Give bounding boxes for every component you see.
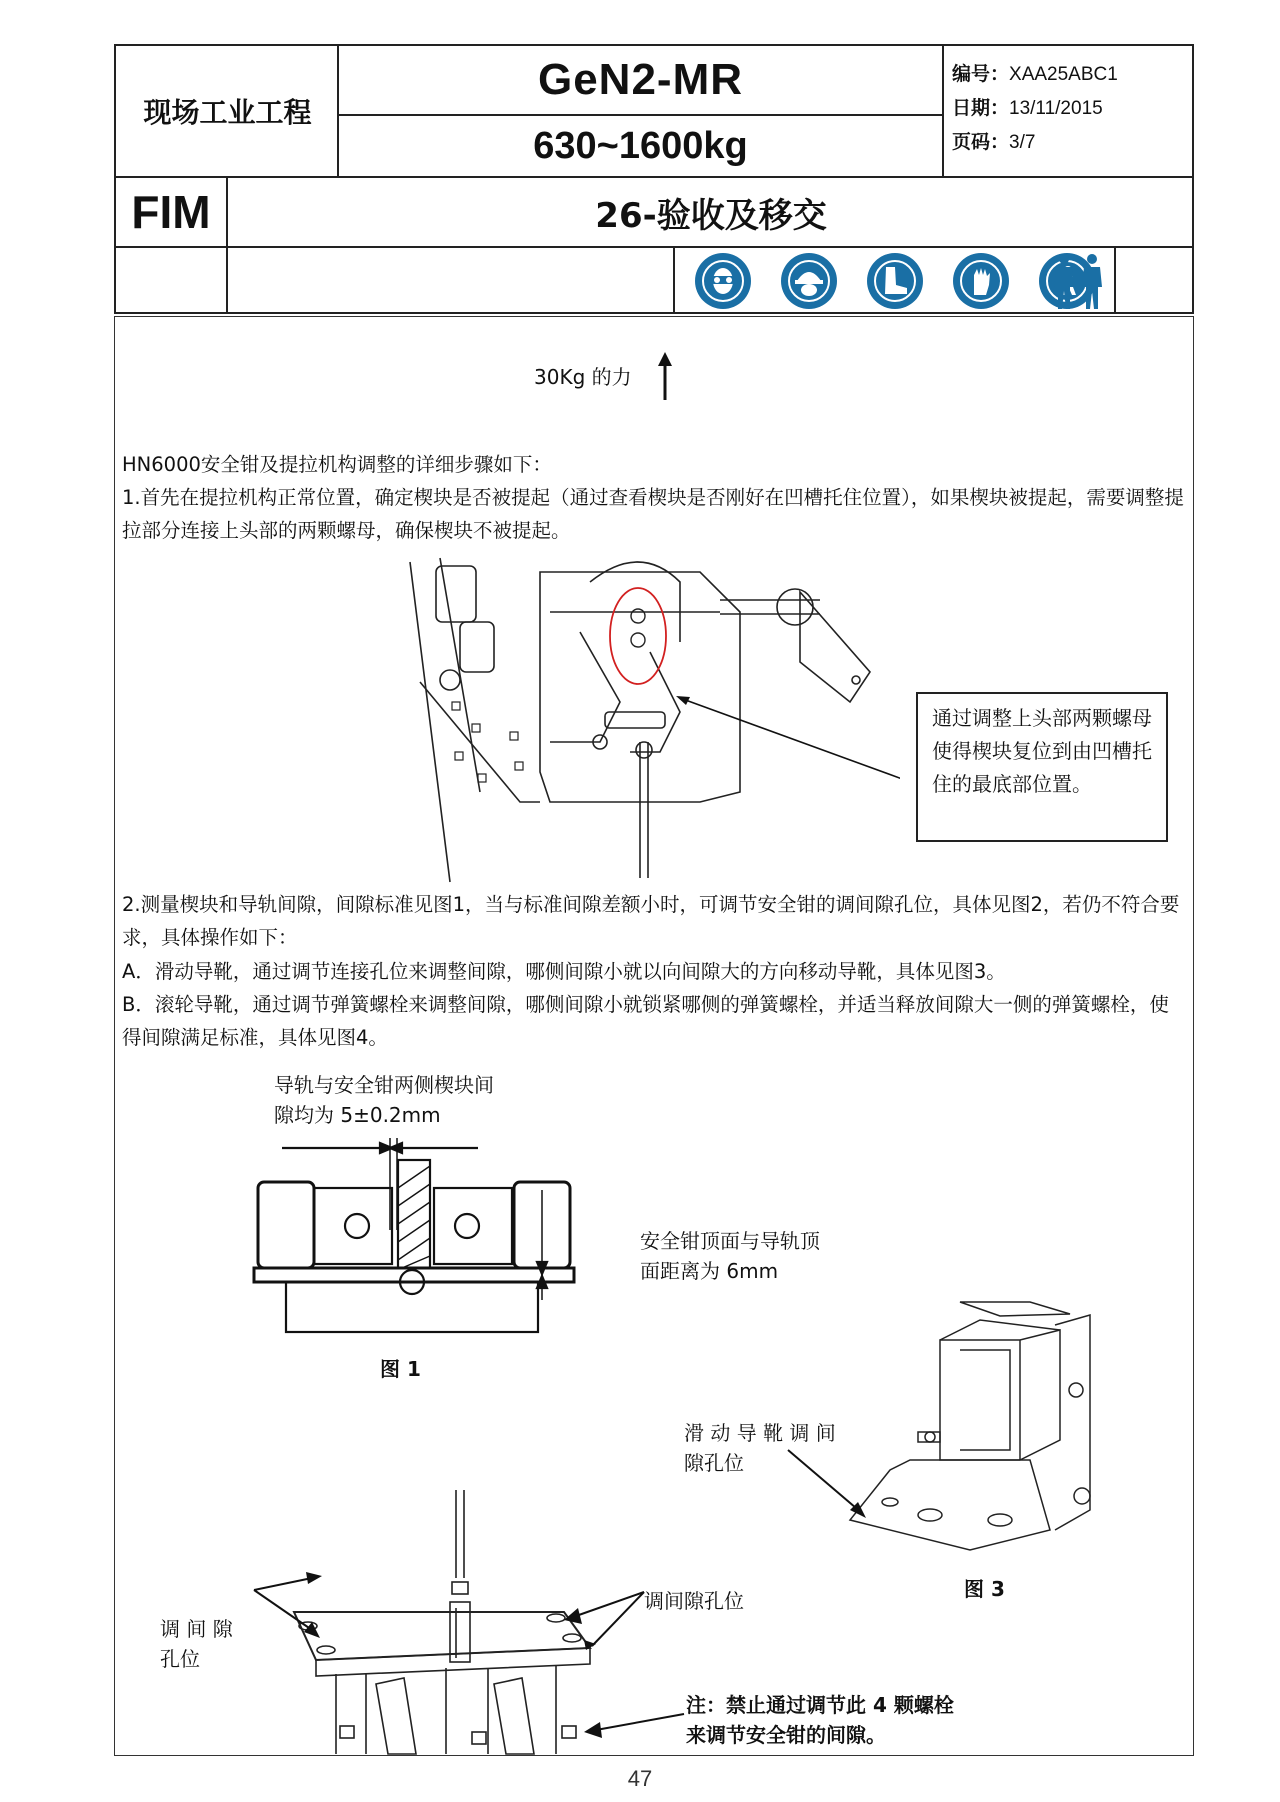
hard-hat-icon xyxy=(781,253,837,309)
fig3-label-line2: 隙孔位 xyxy=(684,1451,744,1475)
stepA-text: A．滑动导靴，通过调节连接孔位来调整间隙，哪侧间隙小就以向间隙大的方向移动导靴，具体见图3。 xyxy=(122,960,1006,983)
fig1-gap-label-line1: 导轨与安全钳两侧楔块间 xyxy=(274,1073,494,1097)
page-value: 3/7 xyxy=(1009,132,1036,153)
doc-number-label: 编号： xyxy=(952,64,1010,85)
fig1-gap-label-line2: 隙均为 5±0.2mm xyxy=(274,1103,441,1127)
page-row xyxy=(952,126,1192,160)
doc-number-row xyxy=(952,58,1192,92)
lifting-mechanism-illustration xyxy=(400,552,900,888)
fim-label: FIM xyxy=(131,186,211,238)
gloves-icon xyxy=(953,253,1009,309)
divider xyxy=(673,248,675,314)
section-title: 26-验收及移交 xyxy=(595,195,827,236)
stepB-text: B．滚轮导靴，通过调节弹簧螺栓来调整间隙，哪侧间隙小就锁紧哪侧的弹簧螺栓，并适当释放间隙大一侧的弹簧螺栓，使得间隙满足标准，具体见图4。 xyxy=(122,993,1169,1049)
fig2-left-label-line1: 调 间 隙 xyxy=(160,1617,233,1641)
fig2-right-arrows xyxy=(556,1588,646,1650)
page-label: 页码： xyxy=(952,132,1010,153)
fig1-top-label-line2: 面距离为 6mm xyxy=(640,1259,779,1283)
divider xyxy=(942,46,944,176)
fig2-left-label-line2: 孔位 xyxy=(160,1647,200,1671)
date-row xyxy=(952,92,1192,126)
safety-boots-icon xyxy=(867,253,923,309)
figure3-drawing xyxy=(820,1300,1120,1560)
safety-goggles-icon xyxy=(695,253,751,309)
document-meta xyxy=(952,58,1192,160)
up-arrow-icon xyxy=(650,352,680,402)
date-label: 日期： xyxy=(952,98,1010,119)
step1-text: 1.首先在提拉机构正常位置，确定楔块是否被提起（通过查看楔块是否刚好在凹槽托住位置），如果楔块被提起，需要调整提拉部分连接上头部的两颗螺母，确保楔块不被提起。 xyxy=(122,486,1184,542)
fig2-left-arrows xyxy=(250,1570,332,1642)
step2-text: 2.测量楔块和导轨间隙，间隙标准见图1，当与标准间隙差额小时，可调节安全钳的调间隙孔位，具体见图2，若仍不符合要求，具体操作如下： xyxy=(122,893,1180,949)
fig1-top-label-line1: 安全钳顶面与导轨顶 xyxy=(640,1229,820,1253)
fig3-label-line1: 滑 动 导 靴 调 间 xyxy=(684,1421,836,1445)
fig2-right-label: 调间隙孔位 xyxy=(644,1589,744,1613)
figure1-drawing xyxy=(252,1130,602,1340)
page-number: 47 xyxy=(627,1766,653,1791)
note-line2: 来调节安全钳的间隙。 xyxy=(686,1723,886,1747)
figure1-caption: 图 1 xyxy=(380,1357,421,1381)
two-workers-icon xyxy=(1042,251,1114,311)
capacity-range: 630~1600kg xyxy=(533,124,748,167)
doc-number: XAA25ABC1 xyxy=(1009,64,1118,85)
intro-text: HN6000安全钳及提拉机构调整的详细步骤如下： xyxy=(122,453,552,476)
document-header xyxy=(114,44,1194,314)
model-name: GeN2-MR xyxy=(537,55,744,104)
date-value: 13/11/2015 xyxy=(1009,98,1103,119)
note-line1: 注：禁止通过调节此 4 颗螺栓 xyxy=(686,1693,954,1717)
company-name: 现场工业工程 xyxy=(143,96,312,129)
figure3-caption: 图 3 xyxy=(964,1577,1005,1601)
highlight-circle xyxy=(610,588,666,684)
note-arrow xyxy=(582,1708,686,1738)
force-label: 30Kg 的力 xyxy=(534,365,632,389)
divider xyxy=(1114,248,1116,314)
fig3-pointer-arrow xyxy=(786,1448,868,1520)
adjustment-callout: 通过调整上头部两颗螺母使得楔块复位到由凹槽托住的最底部位置。 xyxy=(916,692,1168,842)
